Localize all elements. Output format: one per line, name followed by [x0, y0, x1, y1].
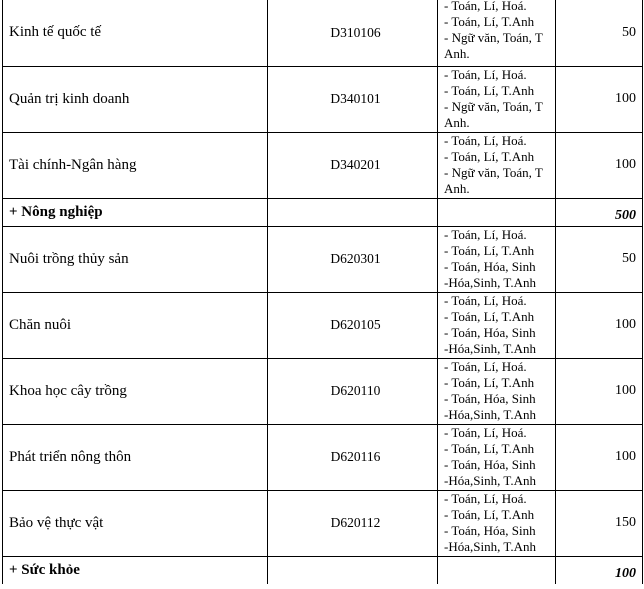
subject-combination: - Toán, Hóa, Sinh	[444, 259, 536, 274]
group-name: + Sức khỏe	[3, 556, 268, 584]
major-row	[3, 292, 643, 358]
group-row	[3, 556, 643, 584]
subject-combination: - Ngữ văn, Toán, T	[444, 165, 543, 180]
major-code: D620116	[268, 424, 438, 490]
subject-combinations	[438, 490, 556, 556]
major-row	[3, 424, 643, 490]
subject-combination: - Toán, Lí, T.Anh	[444, 441, 535, 456]
major-quota: 150	[556, 490, 643, 556]
subject-combination: - Toán, Lí, T.Anh	[444, 149, 535, 164]
major-row	[3, 132, 643, 198]
subject-combination: - Toán, Lí, T.Anh	[444, 83, 535, 98]
major-quota: 100	[556, 424, 643, 490]
subject-combinations	[438, 132, 556, 198]
subject-combination: - Toán, Lí, T.Anh	[444, 309, 535, 324]
subject-combination: - Toán, Lí, Hoá.	[444, 425, 527, 440]
subject-combinations	[438, 292, 556, 358]
group-code-empty	[268, 198, 438, 226]
subject-combination: - Ngữ văn, Toán, T	[444, 99, 543, 114]
major-code: D340201	[268, 132, 438, 198]
major-name: Bảo vệ thực vật	[3, 490, 268, 556]
subject-combination: - Toán, Lí, Hoá.	[444, 359, 527, 374]
subject-combinations	[438, 66, 556, 132]
subject-combination: - Toán, Hóa, Sinh	[444, 391, 536, 406]
major-name: Chăn nuôi	[3, 292, 268, 358]
major-row	[3, 490, 643, 556]
major-row	[3, 66, 643, 132]
major-row	[3, 358, 643, 424]
subject-combination: -Hóa,Sinh, T.Anh	[444, 407, 536, 422]
major-name: Quản trị kinh doanh	[3, 66, 268, 132]
subject-combination: - Toán, Lí, Hoá.	[444, 0, 527, 13]
subject-combination: - Toán, Lí, Hoá.	[444, 133, 527, 148]
admission-quota-table	[2, 0, 643, 584]
major-code: D620105	[268, 292, 438, 358]
subject-combination: -Hóa,Sinh, T.Anh	[444, 539, 536, 554]
group-subjects-empty	[438, 556, 556, 584]
subject-combination: - Ngữ văn, Toán, T	[444, 29, 543, 45]
major-quota: 100	[556, 132, 643, 198]
major-name: Tài chính-Ngân hàng	[3, 132, 268, 198]
group-code-empty	[268, 556, 438, 584]
major-name: Kinh tế quốc tế	[3, 0, 268, 66]
subject-combination: - Toán, Lí, T.Anh	[444, 243, 535, 258]
subject-combination: - Toán, Lí, T.Anh	[444, 507, 535, 522]
subject-combinations	[438, 424, 556, 490]
major-quota: 50	[556, 226, 643, 292]
subject-combination: - Toán, Hóa, Sinh	[444, 523, 536, 538]
subject-combinations	[438, 358, 556, 424]
major-code: D620112	[268, 490, 438, 556]
major-name: Khoa học cây trồng	[3, 358, 268, 424]
major-quota: 100	[556, 292, 643, 358]
group-quota: 100	[556, 556, 643, 584]
subject-combination: - Toán, Lí, T.Anh	[444, 375, 535, 390]
subject-combination: -Hóa,Sinh, T.Anh	[444, 341, 536, 356]
subject-combination: - Toán, Lí, T.Anh	[444, 13, 535, 29]
group-quota: 500	[556, 198, 643, 226]
subject-combinations	[438, 226, 556, 292]
subject-combinations	[438, 0, 556, 66]
subject-combination: -Hóa,Sinh, T.Anh	[444, 473, 536, 488]
subject-combination: Anh.	[444, 115, 470, 130]
major-quota: 50	[556, 0, 643, 66]
subject-combination: - Toán, Lí, Hoá.	[444, 67, 527, 82]
subject-combination: Anh.	[444, 45, 470, 61]
major-code: D310106	[268, 0, 438, 66]
major-name: Nuôi trồng thủy sản	[3, 226, 268, 292]
table-body	[3, 0, 643, 584]
group-name: + Nông nghiệp	[3, 198, 268, 226]
group-subjects-empty	[438, 198, 556, 226]
major-row	[3, 226, 643, 292]
major-quota: 100	[556, 66, 643, 132]
major-code: D620301	[268, 226, 438, 292]
group-row	[3, 198, 643, 226]
major-row	[3, 0, 643, 66]
subject-combination: - Toán, Lí, Hoá.	[444, 227, 527, 242]
subject-combination: -Hóa,Sinh, T.Anh	[444, 275, 536, 290]
major-code: D620110	[268, 358, 438, 424]
subject-combination: - Toán, Lí, Hoá.	[444, 293, 527, 308]
major-name: Phát triển nông thôn	[3, 424, 268, 490]
subject-combination: Anh.	[444, 181, 470, 196]
subject-combination: - Toán, Hóa, Sinh	[444, 457, 536, 472]
major-code: D340101	[268, 66, 438, 132]
subject-combination: - Toán, Hóa, Sinh	[444, 325, 536, 340]
subject-combination: - Toán, Lí, Hoá.	[444, 491, 527, 506]
major-quota: 100	[556, 358, 643, 424]
